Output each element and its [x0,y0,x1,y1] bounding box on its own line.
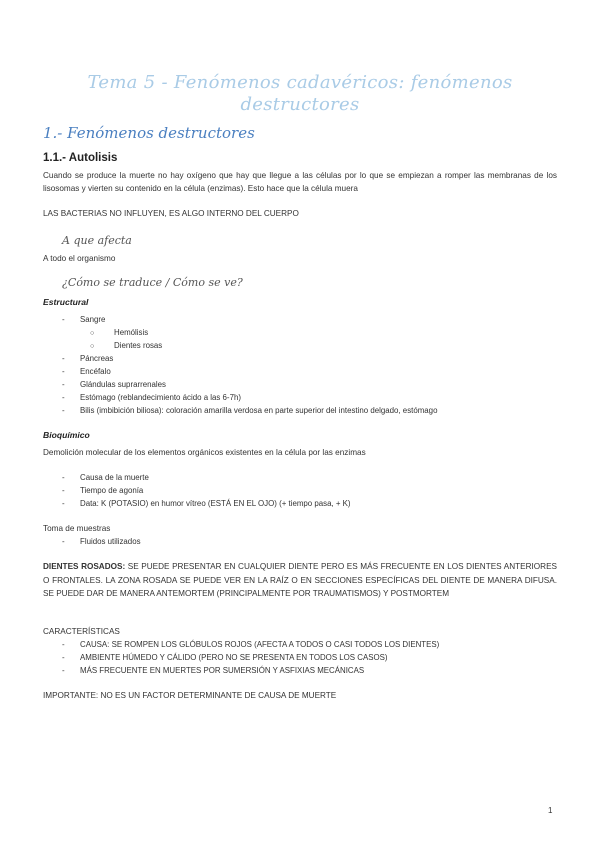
list-item: - Data: K (POTASIO) en humor vítreo (ESTÁ EN EL OJO) (+ tiempo pasa, + K) [62,499,351,508]
pink-teeth-paragraph [43,560,557,601]
biochemical-heading: Bioquímico [43,430,90,440]
list-item: - CAUSA: SE ROMPEN LOS GLÓBULOS ROJOS (AFECTA A TODOS O CASI TODOS LOS DIENTES) [62,640,440,649]
affects-heading: A que afecta [62,234,132,247]
title-line-1: Tema 5 - Fenómenos cadavéricos: fenómenos [87,72,513,93]
section-heading: 1.- Fenómenos destructores [43,124,255,142]
pink-teeth-text: SE PUEDE PRESENTAR EN CUALQUIER DIENTE PERO ES MÁS FRECUENTE EN LOS DIENTES ANTERIORES O FRONTALES. LA ZONA ROSADA SE PUEDE VER EN LA RAÍZ O EN SECCIONES ESPECÍFICAS DEL DIENTE DE MANERA DIFUSA. SE PUEDE DAR DE MANERA ANTEMORTEM (PRINCIPALMENTE POR TRAUMATISMOS) Y POSTMORTEM [43,562,558,598]
structural-heading: Estructural [43,297,89,307]
list-item: - Páncreas [62,354,114,363]
list-subitem: ○ Hemólisis [90,328,149,337]
samples-heading: Toma de muestras [43,524,111,533]
subsection-heading: 1.1.- Autolisis [43,152,118,164]
list-item: - AMBIENTE HÚMEDO Y CÁLIDO (PERO NO SE PRESENTA EN TODOS LOS CASOS) [62,653,388,662]
characteristics-heading: CARACTERÍSTICAS [43,627,120,636]
list-item: - Fluidos utilizados [62,537,141,546]
list-subitem: ○ Dientes rosas [90,341,163,350]
list-item: - MÁS FRECUENTE EN MUERTES POR SUMERSIÓN Y ASFIXIAS MECÁNICAS [62,666,365,675]
important-note: IMPORTANTE: NO ES UN FACTOR DETERMINANTE DE CAUSA DE MUERTE [43,691,337,700]
list-item: - Encéfalo [62,367,111,376]
document-title [60,72,540,116]
title-line-2: destructores [240,94,360,115]
list-item: - Glándulas suprarrenales [62,380,166,389]
affects-text: A todo el organismo [43,254,116,263]
intro-paragraph: Cuando se produce la muerte no hay oxígeno que hay que llegue a las células por lo que se empiezan a romper las membranas de los lisosomas y vierten su contenido en la célula (enzimas). Esto hace que la célula muera [43,171,557,193]
list-item: - Sangre [62,315,106,324]
list-item: - Bilis (imbibición biliosa): coloración amarilla verdosa en parte superior del intestino delgado, estómago [62,406,438,415]
page-number: 1 [548,806,553,815]
how-heading: ¿Cómo se traduce / Cómo se ve? [62,276,243,289]
pink-teeth-label: DIENTES ROSADOS: [43,562,126,571]
list-item: - Tiempo de agonía [62,486,144,495]
biochemical-text: Demolición molecular de los elementos orgánicos existentes en la célula por las enzimas [43,448,366,457]
bacteria-note: LAS BACTERIAS NO INFLUYEN, ES ALGO INTERNO DEL CUERPO [43,209,299,218]
list-item: - Causa de la muerte [62,473,149,482]
list-item: - Estómago (reblandecimiento ácido a las 6-7h) [62,393,241,402]
